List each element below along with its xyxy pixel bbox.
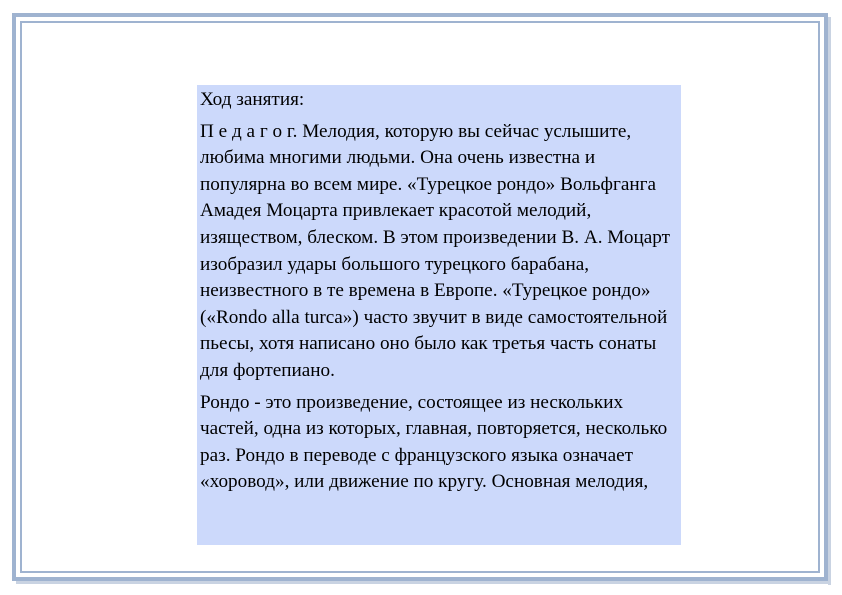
lesson-heading: Ход занятия: — [200, 89, 305, 110]
lesson-paragraph-rondo: Рондо - это произведение, состоящее из нескольких частей, одна из которых, главная, повторяется, несколько раз. Рондо в переводе с французского языка означает «хоровод», или движение по кругу. Основная мелодия, — [200, 391, 668, 493]
lesson-paragraph-teacher: П е д а г о г. Мелодия, которую вы сейчас услышите, любима многими людьми. Она очень известна и популярна во всем мире. «Турецкое рондо» Вольфганга Амадея Моцарта привлекает красотой мелодий, изяществом, блеском. В этом произведении В. А. Моцарт изобразил удары большого турецкого барабана, неизвестного в те времена в Европе. «Турецкое рондо» («Rondo alla turca») часто звучит в виде самостоятельной пьесы, хотя написано оно было как третья часть сонаты для фортепиано. — [200, 120, 670, 381]
frame-shadow-right — [828, 17, 831, 585]
frame-shadow-bottom — [16, 581, 831, 584]
lesson-text-block — [197, 85, 681, 545]
